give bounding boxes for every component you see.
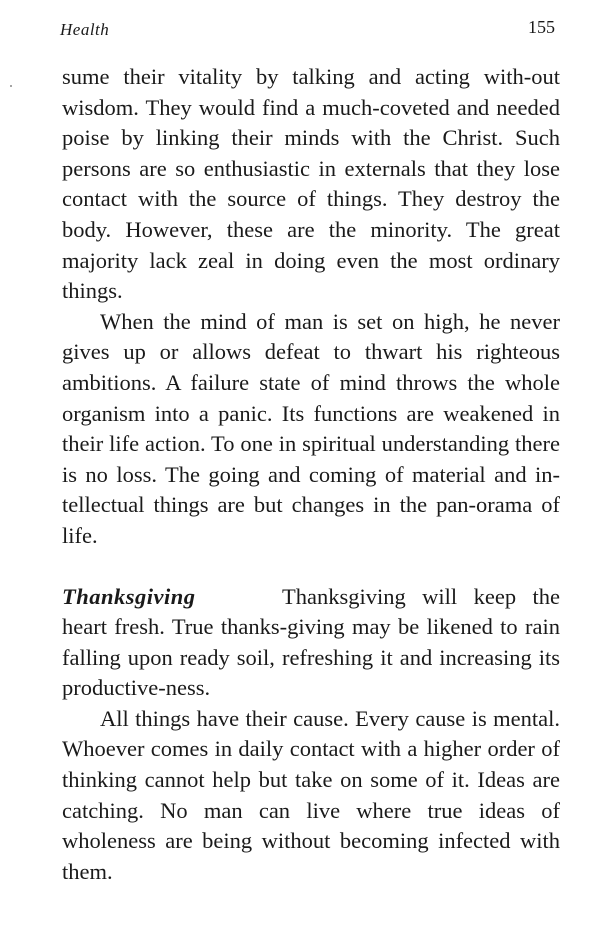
paragraph-continued: sume their vitality by talking and acting with-out wisdom. They would find a much-coveted and needed poise by linking their minds with the Christ. Such persons are so enthusiastic in externals that they lose contact with the source of things. They destroy the body. However, these are the minority. The great majority lack zeal in doing even the most ordinary things. [62, 64, 560, 304]
paragraph-mind-of-man: When the mind of man is set on high, he never gives up or allows defeat to thwart his righteous ambitions. A failure state of mind throws the whole organism into a panic. Its functions are weakened in their life action. To one in spiritual understanding there is no loss. The going and coming of material and in-tellectual things are but changes in the pan-orama of life. [62, 308, 560, 548]
section-heading: Thanksgiving [62, 583, 196, 609]
thanksgiving-section [62, 582, 560, 704]
running-head: Health [60, 20, 110, 39]
section-gap [62, 552, 560, 582]
page-number: 155 [528, 17, 555, 37]
margin-mark [10, 85, 12, 87]
paragraph-cause: All things have their cause. Every cause is mental. Whoever comes in daily contact with a higher order of thinking cannot help but take on some of it. Ideas are catching. No man can live where true ideas of wholeness are being without becoming infected with them. [62, 705, 560, 884]
body-text [62, 62, 560, 887]
paragraph-thanksgiving: Thanksgiving will keep the heart fresh. True thanks-giving may be likened to rain falling upon ready soil, refreshing it and increasing its productive-ness. [62, 583, 560, 701]
